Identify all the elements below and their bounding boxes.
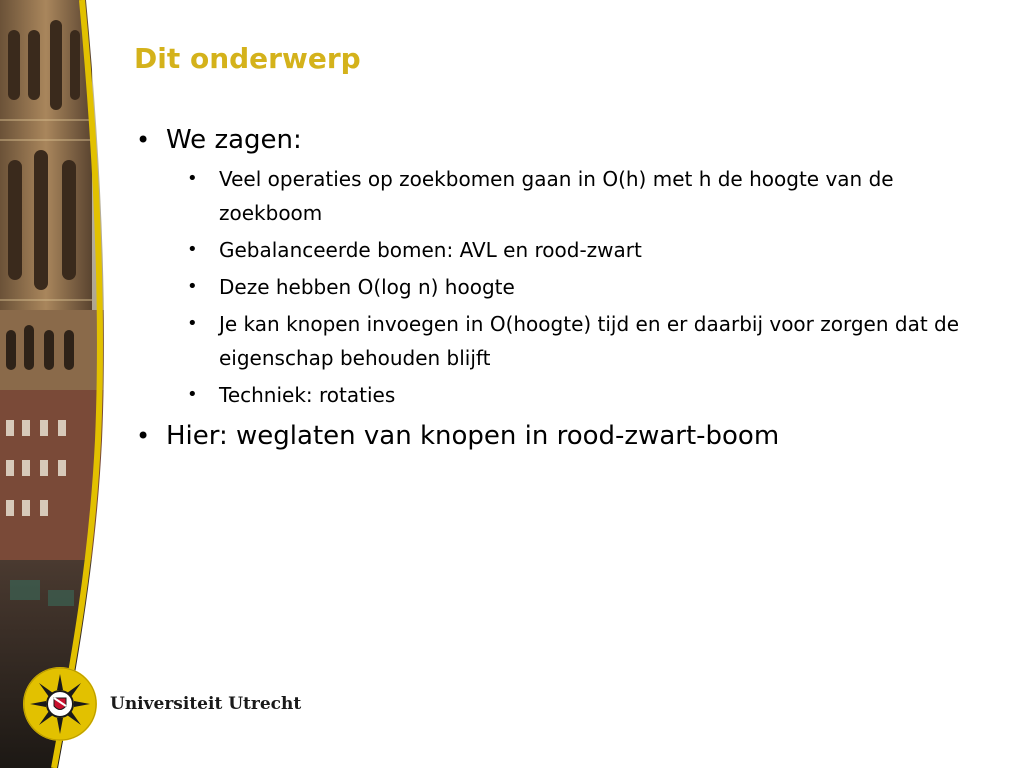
sub-bullet-text: Deze hebben O(log n) hoogte <box>219 275 515 299</box>
bullet-item <box>132 122 992 412</box>
sub-bullet-text: Je kan knopen invoegen in O(hoogte) tijd en er daarbij voor zorgen dat de eigenschap behouden blijft <box>219 312 960 370</box>
bullet-dot-icon: • <box>187 313 198 334</box>
bullet-text: Hier: weglaten van knopen in rood-zwart-boom <box>166 421 780 451</box>
sub-bullet-item <box>166 162 992 230</box>
sub-bullet-text: Gebalanceerde bomen: AVL en rood-zwart <box>219 238 642 262</box>
sub-bullet-item <box>166 307 992 375</box>
bullet-item <box>132 418 992 454</box>
bullet-dot-icon: • <box>136 126 151 154</box>
university-logo-text: Universiteit Utrecht <box>110 694 302 714</box>
sub-bullet-item <box>166 378 992 412</box>
bullet-dot-icon: • <box>187 276 198 297</box>
sub-bullet-item <box>166 233 992 267</box>
bullet-text: We zagen: <box>166 125 302 155</box>
bullet-dot-icon: • <box>187 239 198 260</box>
sub-bullet-list <box>166 162 992 412</box>
slide-title: Dit onderwerp <box>134 42 361 75</box>
sub-bullet-text: Techniek: rotaties <box>219 383 396 407</box>
sub-bullet-text: Veel operaties op zoekbomen gaan in O(h) met h de hoogte van de zoekboom <box>219 167 894 225</box>
bullet-dot-icon: • <box>187 168 198 189</box>
slide-content <box>132 122 992 460</box>
bullet-dot-icon: • <box>136 422 151 450</box>
yellow-curve-decoration <box>0 0 140 768</box>
bullet-dot-icon: • <box>187 384 198 405</box>
bullet-list <box>132 122 992 454</box>
sub-bullet-item <box>166 270 992 304</box>
